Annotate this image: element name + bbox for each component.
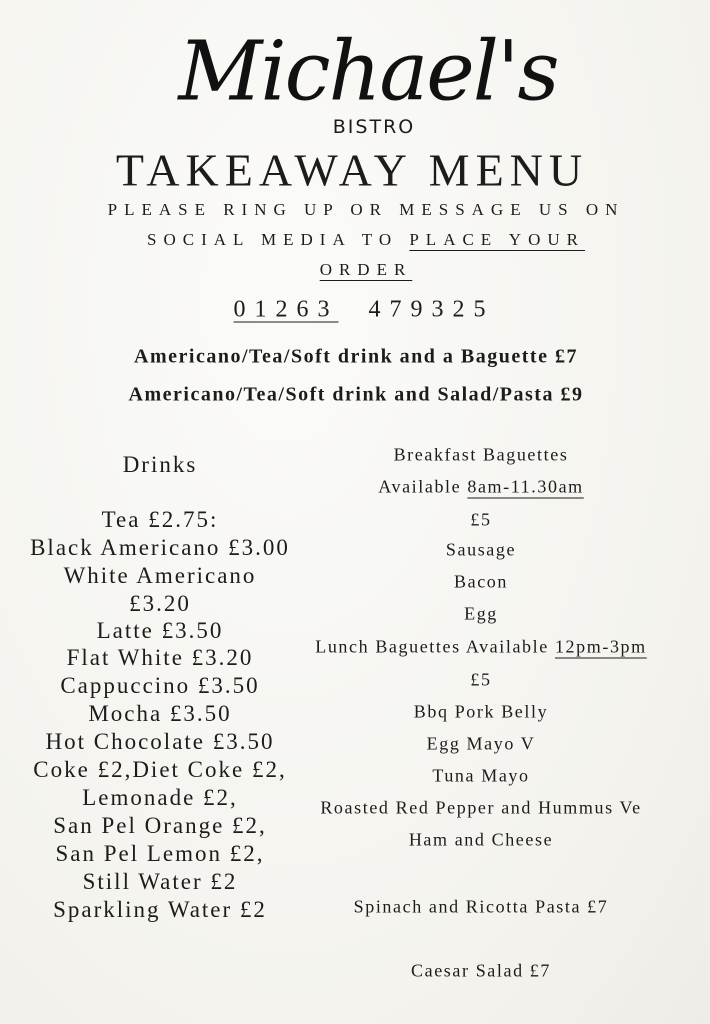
- phone-number[interactable]: [234, 297, 495, 324]
- instructions-line-1: PLEASE RING UP OR MESSAGE US ON: [107, 200, 625, 219]
- breakfast-availability: [378, 477, 584, 498]
- menu-item: Ham and Cheese: [408, 829, 554, 850]
- logo-subtitle: BISTRO: [332, 116, 416, 138]
- menu-item: Bacon: [454, 571, 508, 592]
- menu-item: Roasted Red Pepper and Hummus Ve: [320, 797, 642, 818]
- menu-item: Caesar Salad £7: [411, 960, 551, 981]
- drink-line: San Pel Lemon £2,: [55, 841, 265, 866]
- availability-label: Available: [378, 476, 468, 497]
- drink-line: San Pel Orange £2,: [53, 813, 267, 838]
- phone-local: 479325: [368, 296, 495, 323]
- breakfast-heading: Breakfast Baguettes: [393, 444, 569, 465]
- drink-line: Still Water £2: [82, 869, 238, 894]
- drinks-heading: Drinks: [122, 452, 198, 477]
- drink-line: Latte £3.50: [96, 618, 224, 643]
- instructions-line-3: ORDER: [319, 260, 413, 279]
- lunch-heading-text: Lunch Baguettes Available: [315, 636, 555, 657]
- drink-line: £3.20: [129, 591, 191, 616]
- deal-baguette: Americano/Tea/Soft drink and a Baguette £7: [134, 345, 578, 368]
- instructions-text: SOCIAL MEDIA TO: [147, 230, 410, 249]
- drink-line: Sparkling Water £2: [53, 897, 267, 922]
- menu-item: Sausage: [445, 539, 517, 560]
- drink-line: Black Americano £3.00: [30, 535, 290, 560]
- drink-line: Coke £2,Diet Coke £2,: [33, 757, 287, 782]
- drink-line: Hot Chocolate £3.50: [45, 729, 275, 754]
- availability-time: 8am-11.30am: [467, 476, 584, 497]
- lunch-price: £5: [470, 669, 492, 690]
- deal-salad-pasta: Americano/Tea/Soft drink and Salad/Pasta £9: [128, 383, 584, 406]
- page-title: TAKEAWAY MENU: [115, 144, 589, 196]
- phone-area-code: 01263: [233, 296, 339, 323]
- menu-item: Egg Mayo V: [426, 733, 536, 754]
- drink-line: Lemonade £2,: [82, 785, 238, 810]
- menu-item: Tuna Mayo: [432, 765, 530, 786]
- menu-item: Spinach and Ricotta Pasta £7: [353, 896, 609, 917]
- drink-line: Mocha £3.50: [88, 701, 232, 726]
- lunch-heading: [315, 637, 647, 658]
- menu-item: Bbq Pork Belly: [413, 701, 549, 722]
- drink-line: Cappuccino £3.50: [60, 673, 260, 698]
- drink-line: White Americano: [63, 563, 257, 588]
- instructions-line-2: [147, 230, 585, 250]
- drink-line: Flat White £3.20: [66, 645, 254, 670]
- menu-item: Egg: [464, 603, 498, 624]
- logo: Michael's: [178, 24, 558, 120]
- instructions-underlined: PLACE YOUR: [409, 230, 585, 249]
- breakfast-price: £5: [470, 509, 492, 530]
- drink-line: Tea £2.75:: [101, 507, 219, 532]
- lunch-time: 12pm-3pm: [554, 636, 647, 657]
